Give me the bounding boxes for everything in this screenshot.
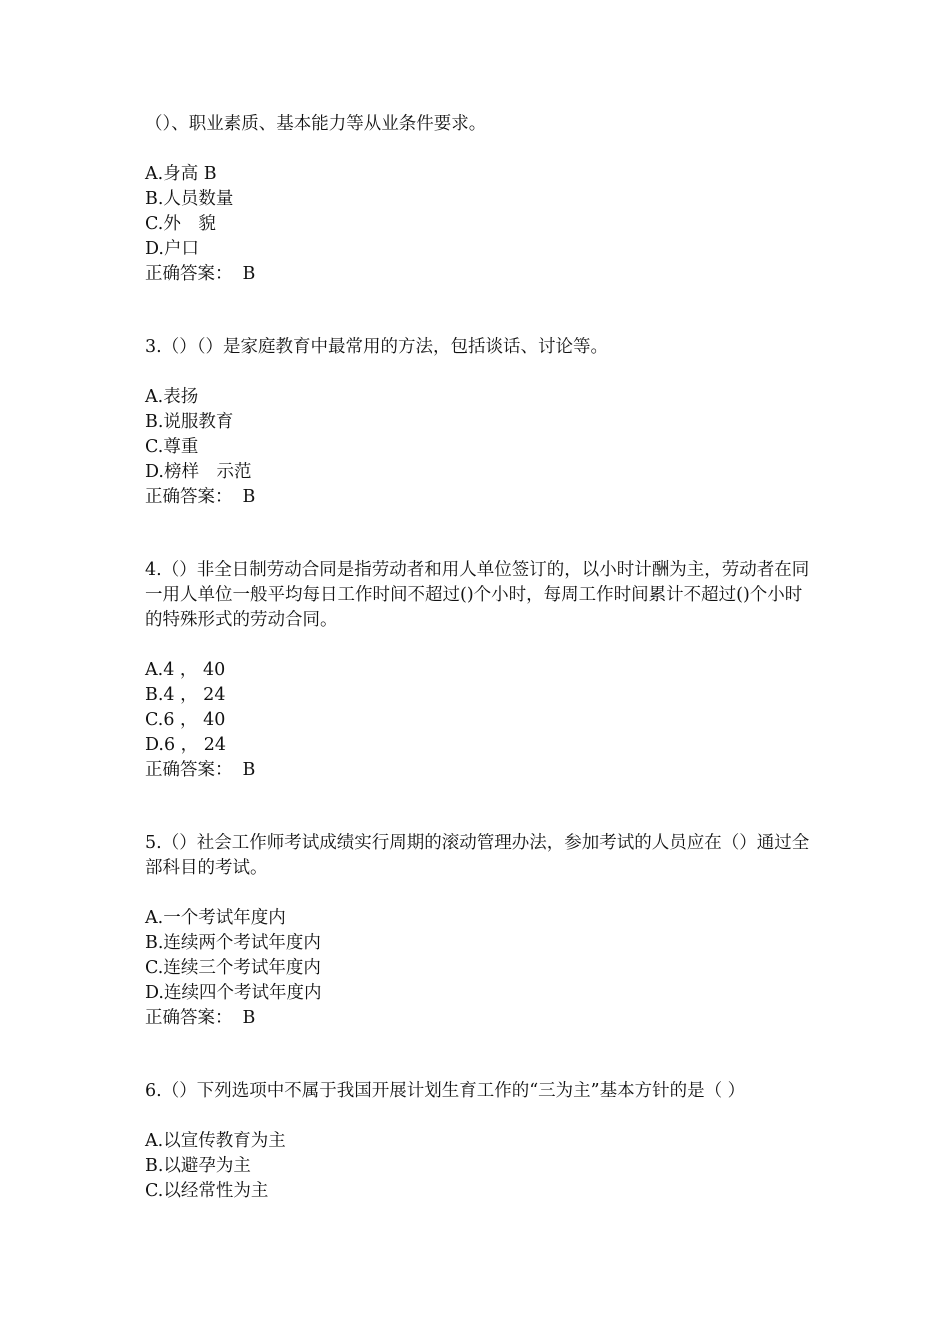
question-stem: 4.（）非全日制劳动合同是指劳动者和用人单位签订的，以小时计酬为主，劳动者在同一用人单位一般平均每日工作时间不超过()个小时，每周工作时间累计不超过()个小时的特殊形式的劳动合同。 — [145, 560, 810, 630]
answer-value: B — [242, 487, 256, 507]
answer-label: 正确答案： — [145, 760, 233, 780]
question-stem: 6.（）下列选项中不属于我国开展计划生育工作的“三为主”基本方针的是（ ） — [145, 1081, 746, 1101]
option-c: C.6 ， 40 — [145, 710, 226, 730]
options-list — [145, 906, 815, 1031]
answer-value: B — [242, 264, 256, 284]
answer-value: B — [242, 760, 256, 780]
question-block — [145, 1079, 815, 1204]
question-block — [145, 558, 815, 783]
answer-label: 正确答案： — [145, 264, 233, 284]
answer-row — [145, 1006, 815, 1031]
options-list — [145, 1129, 815, 1204]
option-b: B.连续两个考试年度内 — [145, 933, 321, 953]
question-block — [145, 335, 815, 510]
option-a: A.一个考试年度内 — [145, 908, 286, 928]
option-d: D.户口 — [145, 239, 199, 259]
document-page — [145, 112, 815, 1204]
options-list — [145, 658, 815, 783]
option-a: A.身高 B — [145, 164, 217, 184]
answer-label: 正确答案： — [145, 487, 233, 507]
option-d: D.6 ， 24 — [145, 735, 226, 755]
question-stem: （）、职业素质、基本能力等从业条件要求。 — [145, 114, 487, 134]
option-a: A.以宣传教育为主 — [145, 1131, 286, 1151]
options-list — [145, 385, 815, 510]
question-block — [145, 112, 815, 287]
option-d: D.榜样 示范 — [145, 462, 252, 482]
option-c: C.以经常性为主 — [145, 1181, 269, 1201]
option-b: B.4 ， 24 — [145, 685, 226, 705]
option-c: C.连续三个考试年度内 — [145, 958, 321, 978]
option-a: A.4 ， 40 — [145, 660, 226, 680]
option-c: C.尊重 — [145, 437, 199, 457]
option-b: B.说服教育 — [145, 412, 234, 432]
question-stem: 3.（）（）是家庭教育中最常用的方法，包括谈话、讨论等。 — [145, 337, 608, 357]
answer-row — [145, 485, 815, 510]
answer-row — [145, 262, 815, 287]
answer-label: 正确答案： — [145, 1008, 233, 1028]
answer-value: B — [242, 1008, 256, 1028]
option-b: B.人员数量 — [145, 189, 234, 209]
option-d: D.连续四个考试年度内 — [145, 983, 322, 1003]
option-b: B.以避孕为主 — [145, 1156, 251, 1176]
question-stem: 5.（）社会工作师考试成绩实行周期的滚动管理办法，参加考试的人员应在（）通过全部科目的考试。 — [145, 833, 810, 878]
option-c: C.外 貌 — [145, 214, 216, 234]
options-list — [145, 162, 815, 287]
answer-row — [145, 758, 815, 783]
option-a: A.表扬 — [145, 387, 199, 407]
question-block — [145, 831, 815, 1031]
